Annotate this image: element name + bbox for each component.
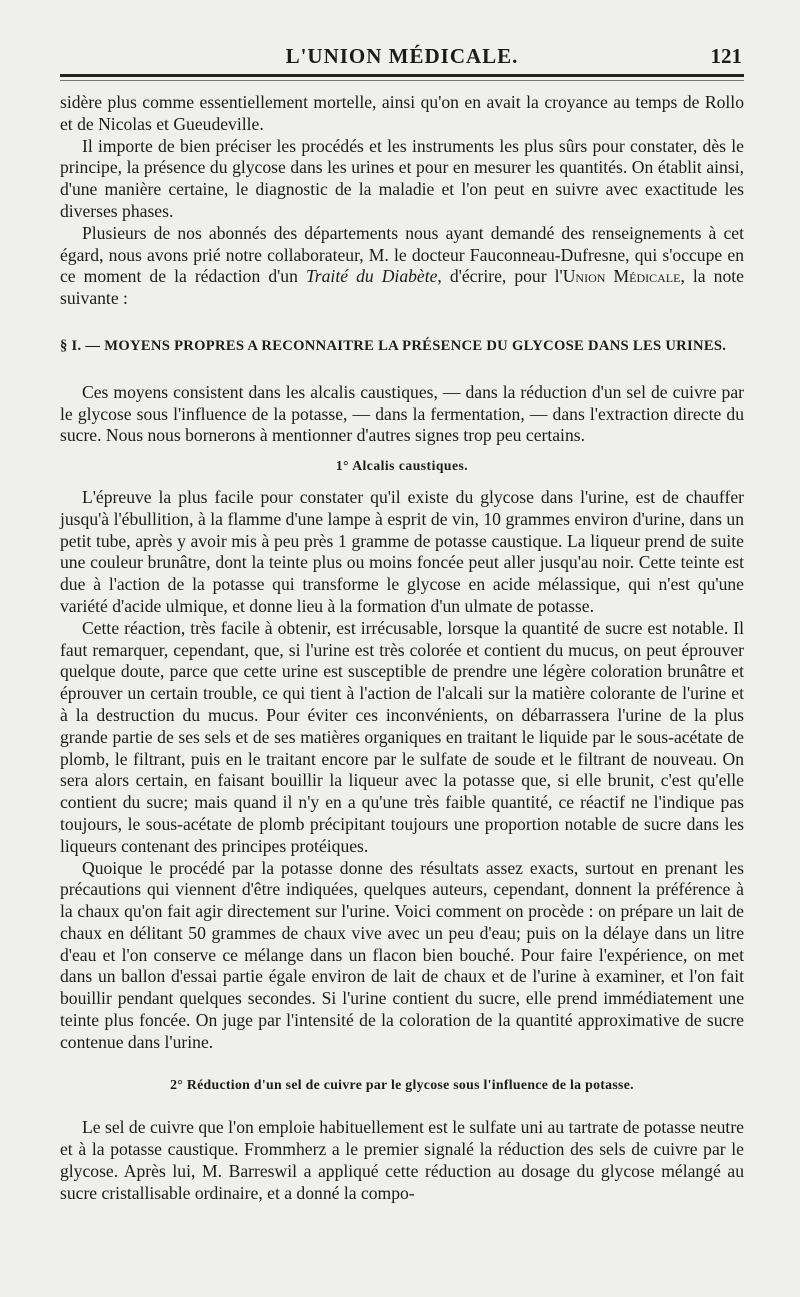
paragraph: sidère plus comme essentiellement mortelle, ainsi qu'on en avait la croyance au temps de Rollo et de Nicolas et Gueudeville. bbox=[60, 92, 744, 134]
journal-name: Union Médicale bbox=[562, 266, 681, 287]
subsection-heading: 1° Alcalis caustiques. bbox=[335, 458, 469, 474]
paragraph-text: , d'écrire, pour l' bbox=[437, 266, 563, 287]
paragraph-text: Plusieurs de nos abonnés des départements nous ayant demandé des renseignements à cet égard, nous avons prié notre collaborateur, M. le docteur Fauconneau-Dufresne, qui s'occupe en ce moment de la rédaction d'un bbox=[60, 222, 744, 287]
paragraph: Ces moyens consistent dans les alcalis caustiques, — dans la réduction d'un sel de cuivre par le glycose sous l'influence de la potasse, — dans la fermentation, — dans l'extraction directe du sucre. Nous nous bornerons à mentionner d'autres signes trop peu certains. bbox=[60, 381, 744, 446]
paragraph: L'épreuve la plus facile pour constater qu'il existe du glycose dans l'urine, est de chauffer jusqu'à l'ébullition, à la flamme d'une lampe à esprit de vin, 10 grammes environ d'urine, dans un petit tube, après y avoir mis à peu près 1 gramme de potasse caustique. La liqueur prend de suite une couleur brunâtre, dont la teinte plus ou moins foncée peut aller jusqu'au noir. Cette teinte est due à l'action de la potasse qui transforme le glycose en acide mélassique, qui n'est qu'une variété d'acide ulmique, et donne lieu à la formation d'un ulmate de potasse. bbox=[60, 486, 744, 616]
header-rule-thin bbox=[60, 80, 744, 81]
page-number: 121 bbox=[710, 44, 742, 68]
running-title: L'UNION MÉDICALE. bbox=[285, 44, 519, 68]
body-text bbox=[60, 92, 744, 1205]
paragraph: Le sel de cuivre que l'on emploie habituellement est le sulfate uni au tartrate de potasse neutre et à la potasse caustique. Frommherz a le premier signalé la réduction des sels de cuivre par le glycose. Après lui, M. Barreswil a appliqué cette réduction au dosage du glycose mélangé au sucre cristallisable ordinaire, et a donné la compo- bbox=[60, 1117, 744, 1203]
page-header bbox=[62, 40, 742, 74]
paragraph: Il importe de bien préciser les procédés et les instruments les plus sûrs pour constater, dès le principe, la présence du glycose dans les urines et pour en mesurer les quantités. On établit ainsi, d'une manière certaine, le diagnostic de la maladie et l'on peut en suivre avec exactitude les diverses phases. bbox=[60, 135, 744, 221]
header-rule bbox=[60, 74, 744, 77]
paragraph bbox=[60, 223, 744, 310]
book-title: Traité du Diabète bbox=[305, 266, 438, 287]
paragraph: Cette réaction, très facile à obtenir, est irrécusable, lorsque la quantité de sucre est notable. Il faut remarquer, cependant, que, si l'urine est très colorée et contient du mucus, on peut éprouver quelque doute, parce que cette urine est susceptible de prendre une légère coloration brunâtre et éprouver un certain trouble, ce qui tient à l'action de l'alcali sur la matière colorante de l'urine et à la destruction du mucus. Pour éviter ces inconvénients, on débarrassera l'urine de la plus grande partie de ses sels et de ses matières organiques en traitant le liquide par le sous-acétate de plomb, le filtrant, puis en le traitant encore par le sulfate de soude et le filtrant de nouveau. On sera alors certain, en faisant bouillir la liqueur avec la potasse que, si elle brunit, c'est qu'elle contient du sucre; mais quand il n'y en a qu'une très faible quantité, ce réactif ne l'indique pas toujours, le sous-acétate de plomb précipitant toujours une proportion notable de sucre dans les liqueurs contenant des principes protéiques. bbox=[60, 617, 744, 856]
section-heading: § I. — MOYENS PROPRES A RECONNAITRE LA PRÉSENCE DU GLYCOSE DANS LES URINES. bbox=[60, 337, 727, 354]
subsection-heading: 2° Réduction d'un sel de cuivre par le glycose sous l'influence de la potasse. bbox=[170, 1076, 634, 1092]
paragraph: Quoique le procédé par la potasse donne des résultats assez exacts, surtout en prenant les précautions qui viennent d'être indiquées, quelques auteurs, cependant, donnent la préférence à la chaux qu'on fait agir directement sur l'urine. Voici comment on procède : on prépare un lait de chaux en délitant 50 grammes de chaux vive avec un peu d'eau; puis on la délaye dans un litre d'eau et l'on conserve ce mélange dans un flacon bien bouché. Pour faire l'expérience, on met dans un ballon d'essai partie égale environ de lait de chaux et de l'urine à examiner, et l'on fait bouillir pendant quelques secondes. Si l'urine contient du sucre, elle prend immédiatement une teinte plus foncée. On juge par l'intensité de la coloration de la quantité approximative de sucre contenue dans l'urine. bbox=[60, 857, 744, 1052]
paragraph-text: , la note suivante : bbox=[60, 266, 744, 309]
